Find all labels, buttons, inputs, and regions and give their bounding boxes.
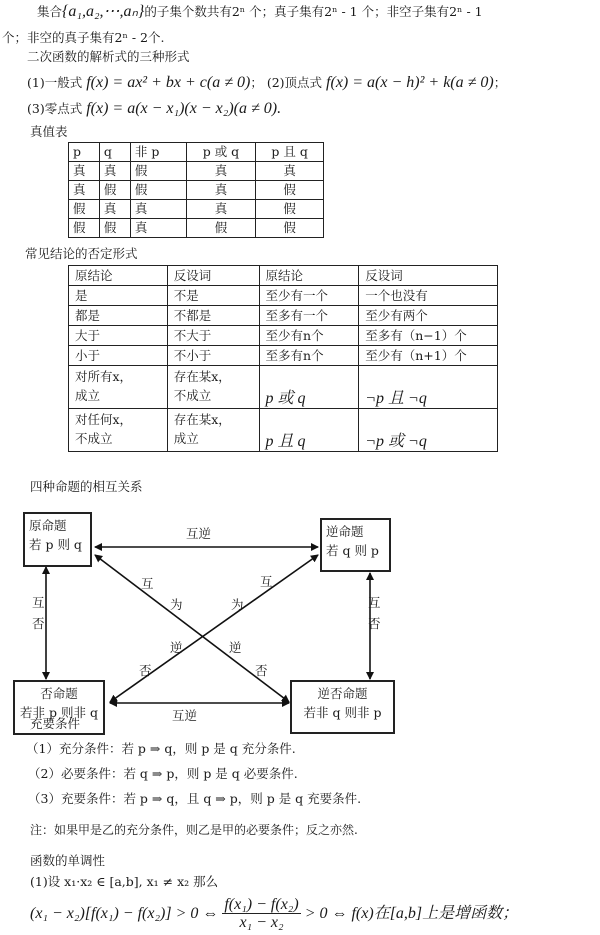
table-cell: 真: [130, 219, 186, 238]
table-cell: 假: [69, 219, 100, 238]
numerator: f(x₁) − f(x₂): [224, 896, 299, 913]
cell-line: 不成立: [75, 431, 113, 446]
proper-subset-line: 个；非空的真子集有2ⁿ - 2个.: [2, 30, 165, 45]
diagram-heading: 四种命题的相互关系: [30, 479, 143, 494]
box-form: 若非 p 则非 q: [20, 705, 98, 720]
table-cell: 真: [186, 200, 256, 219]
table-cell: 至少有一个: [259, 286, 359, 306]
header-cell: q: [99, 143, 130, 162]
diag-right-label-3: 逆: [229, 640, 242, 655]
formula-rhs: > 0 ⇔ f(x)在[a,b]上是增函数；: [304, 905, 519, 922]
table-cell: 假: [130, 181, 186, 200]
text: 的子集个数共有2ⁿ 个；真子集有2ⁿ - 1 个；非空子集有2ⁿ - 1: [144, 4, 483, 19]
condition-item: （1）充分条件：若 p ⇒ q，则 p 是 q 充分条件.: [26, 741, 296, 756]
box-title: 逆命题: [326, 524, 364, 539]
box-title: 逆否命题: [317, 686, 368, 701]
diag-left-label-4: 否: [139, 663, 152, 678]
table-cell: 小于: [69, 346, 168, 366]
header-cell: p 或 q: [186, 143, 256, 162]
right-label-1: 互: [368, 595, 381, 610]
diag-right-label-4: 否: [255, 663, 268, 678]
formula-lhs: (x₁ − x₂)[f(x₁) − f(x₂)] > 0 ⇔: [30, 905, 219, 922]
diag-left-label-1: 互: [141, 576, 154, 591]
denominator: x₁ − x₂: [239, 914, 284, 931]
cell-line: 成立: [173, 431, 199, 446]
table-cell: 真: [99, 162, 130, 181]
table-cell: 真: [69, 181, 100, 200]
table-cell: 真: [99, 200, 130, 219]
condition-item: （2）必要条件：若 q ⇒ p，则 p 是 q 必要条件.: [28, 766, 298, 781]
math-expression: p 或 q: [265, 390, 306, 407]
negation-table-heading: 常见结论的否定形式: [25, 246, 138, 261]
bottom-converse-label: 互逆: [172, 708, 198, 723]
table-cell: 真: [256, 162, 324, 181]
header-cell: 反设词: [167, 266, 259, 286]
table-cell: 假: [256, 181, 324, 200]
table-cell: 假: [256, 200, 324, 219]
left-label-1: 互: [32, 595, 45, 610]
header-cell: 原结论: [259, 266, 359, 286]
table-cell: 假: [69, 200, 100, 219]
cell-line: 对所有x，: [75, 369, 133, 384]
box-form: 若非 q 则非 p: [303, 705, 382, 720]
monotonic-item1: (1)设 x₁·x₂ ∈ [a,b], x₁ ≠ x₂ 那么: [30, 874, 219, 889]
table-cell: 大于: [69, 326, 168, 346]
monotonic-formula: [30, 896, 518, 931]
header-cell: 反设词: [359, 266, 498, 286]
cell-line: 不成立: [173, 388, 212, 403]
conditions-heading: 充要条件: [30, 716, 81, 731]
diag-right-label-2: 为: [231, 597, 244, 612]
table-cell: 至少有n个: [259, 326, 359, 346]
table-cell: 至少有（n+1）个: [359, 346, 498, 366]
header-cell: p 且 q: [256, 143, 324, 162]
condition-item: （3）充要条件：若 p ⇒ q，且 q ⇒ p，则 p 是 q 充要条件.: [28, 791, 362, 806]
header-cell: p: [69, 143, 100, 162]
contrapositive-proposition-box: [290, 680, 395, 734]
math-expression: p 且 q: [265, 433, 306, 450]
table-cell: 假: [256, 219, 324, 238]
original-proposition-box: [23, 512, 92, 567]
cell-line: 对任何x，: [75, 412, 133, 427]
box-form: 若 p 则 q: [29, 537, 82, 552]
math-expression: ¬p 或 ¬q: [365, 433, 427, 450]
label: (2)顶点式: [266, 75, 323, 90]
table-cell: 真: [186, 162, 256, 181]
top-converse-label: 互逆: [186, 526, 212, 541]
table-cell: 不都是: [167, 306, 259, 326]
cell-line: 成立: [75, 388, 101, 403]
table-cell: 一个也没有: [359, 286, 498, 306]
table-cell: 至多有n个: [259, 346, 359, 366]
left-label-2: 否: [32, 616, 45, 631]
diag-right-label-1: 互: [260, 574, 273, 589]
header-cell: 非 p: [130, 143, 186, 162]
table-cell: 真: [69, 162, 100, 181]
table-cell: 都是: [69, 306, 168, 326]
general-form: f(x) = ax² + bx + c(a ≠ 0): [86, 74, 251, 91]
math-expression: ¬p 且 ¬q: [365, 390, 427, 407]
table-cell: 不大于: [167, 326, 259, 346]
table-cell: 不是: [167, 286, 259, 306]
diag-left-label-2: 为: [170, 597, 183, 612]
text: 集合: [37, 4, 63, 19]
sep: ；: [250, 75, 263, 90]
table-cell: 假: [186, 219, 256, 238]
table-cell: 不小于: [167, 346, 259, 366]
table-cell: 真: [130, 200, 186, 219]
box-title: 否命题: [40, 686, 78, 701]
cell-line: 存在某x，: [173, 369, 231, 384]
diag-left-label-3: 逆: [170, 640, 183, 655]
conditions-note: 注：如果甲是乙的充分条件，则乙是甲的必要条件；反之亦然.: [30, 823, 358, 837]
vertex-form: f(x) = a(x − h)² + k(a ≠ 0): [326, 74, 494, 91]
set-expression: {a₁,a₂,⋯,aₙ}: [62, 3, 145, 20]
table-cell: 至多有（n−1）个: [359, 326, 498, 346]
table-cell: 假: [130, 162, 186, 181]
header-cell: 原结论: [69, 266, 168, 286]
table-cell: 是: [69, 286, 168, 306]
quadratic-heading: 二次函数的解析式的三种形式: [27, 49, 190, 64]
right-label-2: 否: [368, 616, 381, 631]
box-form: 若 q 则 p: [326, 543, 379, 558]
zero-form: f(x) = a(x − x₁)(x − x₂)(a ≠ 0).: [86, 100, 282, 117]
label: (1)一般式: [27, 75, 83, 90]
monotonic-heading: 函数的单调性: [30, 853, 106, 868]
table-cell: 至多有一个: [259, 306, 359, 326]
cell-line: 存在某x，: [173, 412, 231, 427]
truth-table-heading: 真值表: [30, 124, 68, 139]
table-cell: 假: [99, 219, 130, 238]
converse-proposition-box: [320, 518, 391, 572]
label: (3)零点式: [27, 101, 83, 116]
table-cell: 假: [99, 181, 130, 200]
difference-quotient: [222, 896, 300, 931]
table-cell: 至少有两个: [359, 306, 498, 326]
table-cell: 真: [186, 181, 256, 200]
box-title: 原命题: [29, 518, 67, 533]
sep: ；: [493, 75, 507, 90]
